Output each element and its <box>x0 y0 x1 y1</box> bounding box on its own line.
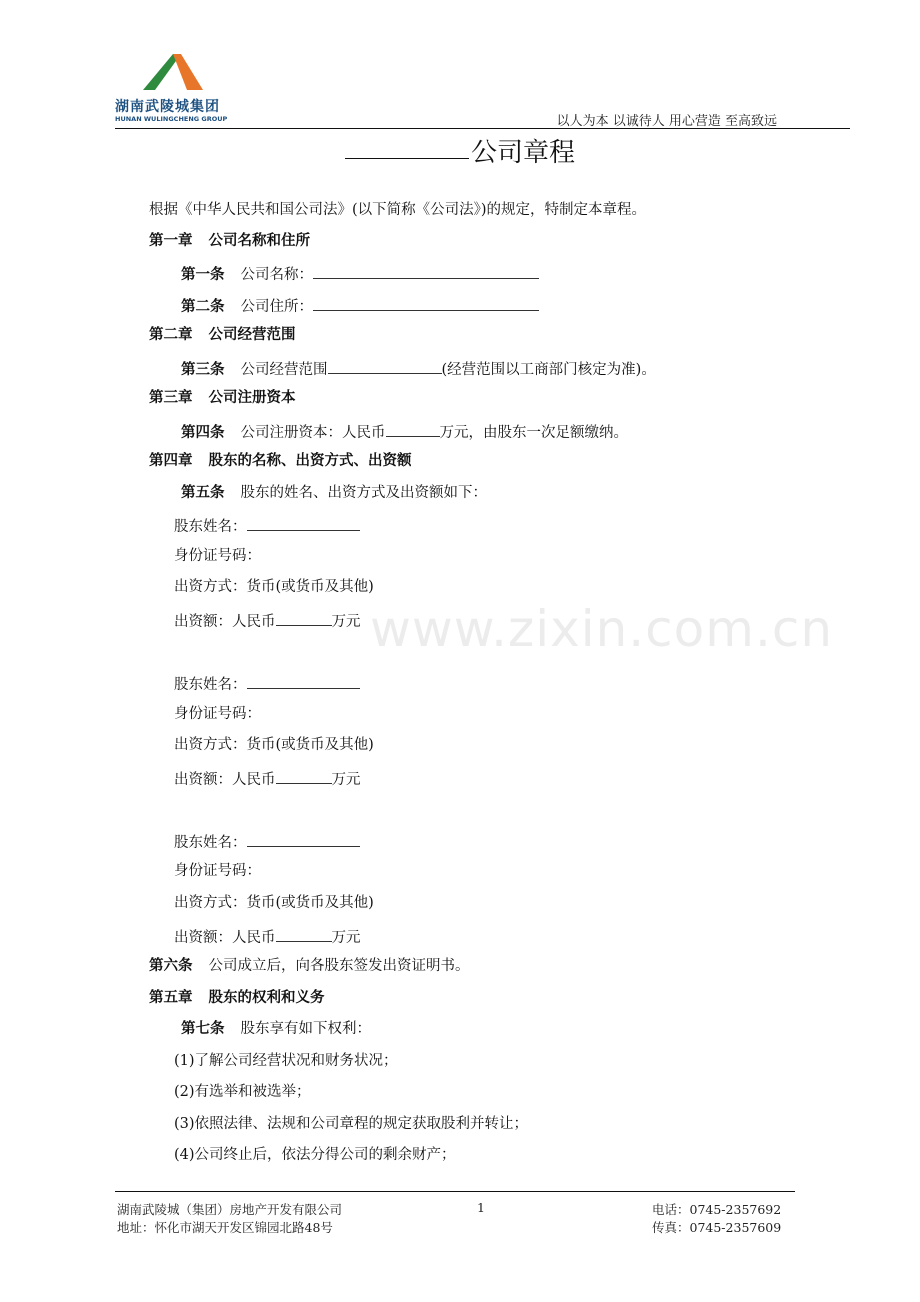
article-6: 第六条 公司成立后，向各股东签发出资证明书。 <box>149 958 470 974</box>
page-number: 1 <box>477 1200 485 1215</box>
shareholder-2-id: 身份证号码： <box>174 706 261 722</box>
shareholder-2-amount-field[interactable] <box>276 768 332 784</box>
shareholder-3-name-field[interactable] <box>247 831 360 847</box>
shareholder-1-name: 股东姓名： <box>174 515 360 536</box>
logo-mark-icon <box>143 52 205 92</box>
shareholder-1-method: 出资方式：货币(或货币及其他) <box>174 579 374 595</box>
right-item: (3)依照法律、法规和公司章程的规定获取股利并转让； <box>174 1116 529 1132</box>
footer-address: 地址：怀化市湖天开发区锦园北路48号 <box>117 1220 333 1235</box>
right-item: (2)有选举和被选举； <box>174 1084 311 1100</box>
shareholder-2-name: 股东姓名： <box>174 673 360 694</box>
right-item: (1)了解公司经营状况和财务状况； <box>174 1053 398 1069</box>
logo-text-cn: 湖南武陵城集团 <box>115 99 220 115</box>
shareholder-2-name-field[interactable] <box>247 673 360 689</box>
right-item: (4)公司终止后，依法分得公司的剩余财产； <box>174 1147 456 1163</box>
business-scope-field[interactable] <box>328 358 442 374</box>
article-4: 第四条 公司注册资本：人民币 万元，由股东一次足额缴纳。 <box>181 421 628 442</box>
chapter-5-heading: 第五章 股东的权利和义务 <box>149 990 325 1006</box>
shareholder-3-id: 身份证号码： <box>174 863 261 879</box>
company-address-field[interactable] <box>313 295 539 311</box>
watermark: www.zixin.com.cn <box>370 600 834 658</box>
chapter-2-heading: 第二章 公司经营范围 <box>149 327 296 343</box>
article-3: 第三条 公司经营范围 (经营范围以工商部门核定为准)。 <box>181 358 656 379</box>
registered-capital-field[interactable] <box>386 421 440 437</box>
chapter-1-heading: 第一章 公司名称和住所 <box>149 233 310 249</box>
footer-fax: 传真：0745-2357609 <box>652 1220 782 1235</box>
shareholder-1-amount: 出资额：人民币 万元 <box>174 610 361 631</box>
header-divider <box>115 128 850 129</box>
shareholder-3-amount: 出资额：人民币 万元 <box>174 926 361 947</box>
company-name-field[interactable] <box>313 263 539 279</box>
shareholder-1-name-field[interactable] <box>247 515 360 531</box>
header-motto: 以人为本 以诚待人 用心营造 至高致远 <box>556 114 777 129</box>
article-2: 第二条 公司住所： <box>181 295 539 316</box>
footer-company: 湖南武陵城（集团）房地产开发有限公司 <box>117 1202 343 1217</box>
company-name-blank[interactable] <box>345 132 469 159</box>
intro-paragraph: 根据《中华人民共和国公司法》(以下简称《公司法》)的规定，特制定本章程。 <box>149 202 647 218</box>
footer-divider <box>115 1191 795 1192</box>
shareholder-2-amount: 出资额：人民币 万元 <box>174 768 361 789</box>
footer-phone: 电话：0745-2357692 <box>652 1202 782 1217</box>
page-title <box>0 132 920 169</box>
title-text: 公司章程 <box>470 138 575 168</box>
logo-text-en: HUNAN WULINGCHENG GROUP <box>115 115 228 123</box>
chapter-4-heading: 第四章 股东的名称、出资方式、出资额 <box>149 453 412 469</box>
chapter-3-heading: 第三章 公司注册资本 <box>149 390 296 406</box>
shareholder-3-method: 出资方式：货币(或货币及其他) <box>174 895 374 911</box>
shareholder-3-name: 股东姓名： <box>174 831 360 852</box>
article-5: 第五条 股东的姓名、出资方式及出资额如下： <box>181 485 487 501</box>
shareholder-2-method: 出资方式：货币(或货币及其他) <box>174 737 374 753</box>
shareholder-1-id: 身份证号码： <box>174 548 261 564</box>
article-7: 第七条 股东享有如下权利： <box>181 1021 371 1037</box>
shareholder-3-amount-field[interactable] <box>276 926 332 942</box>
company-logo <box>115 52 245 128</box>
article-1: 第一条 公司名称： <box>181 263 539 284</box>
shareholder-1-amount-field[interactable] <box>276 610 332 626</box>
